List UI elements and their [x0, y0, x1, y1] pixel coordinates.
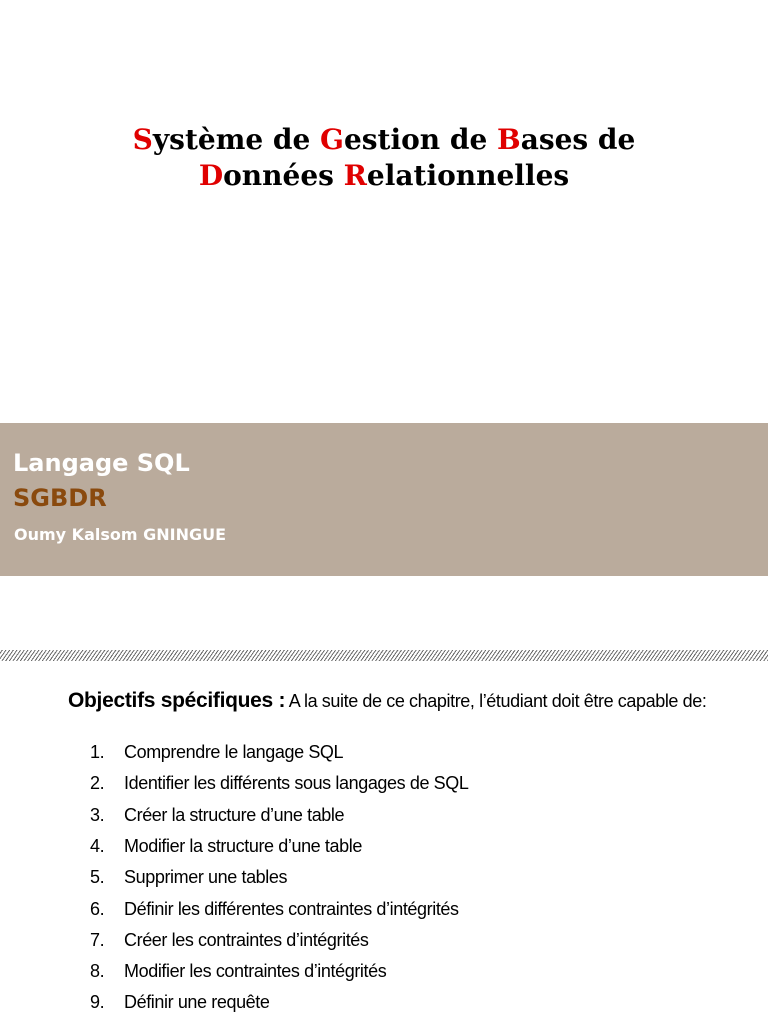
hatched-divider [0, 650, 768, 661]
title-run: onnées [223, 159, 344, 192]
title-run: D [198, 159, 224, 192]
title-run: R [343, 159, 367, 192]
list-item-number: 1. [90, 742, 105, 762]
band-author: Oumy Kalsom GNINGUE [14, 525, 227, 544]
list-item-text: Créer la structure d’une table [124, 804, 345, 825]
list-item-text: Créer les contraintes d’intégrités [124, 929, 369, 950]
title-run: estion de [343, 123, 498, 156]
list-item-text: Supprimer une tables [124, 867, 288, 888]
title-line-1 [0, 122, 768, 158]
band-subject: Langage SQL [13, 449, 190, 477]
list-item-text: Définir une requête [124, 992, 270, 1013]
list-item-number: 8. [90, 961, 105, 982]
list-item-text: Comprendre le langage SQL [124, 742, 344, 762]
list-item-number: 7. [90, 929, 105, 950]
list-item-number: 5. [90, 867, 105, 888]
list-item-text: Définir les différentes contraintes d’intégrités [124, 898, 459, 919]
objectives-heading [68, 689, 758, 713]
list-item-text: Modifier la structure d’une table [124, 835, 362, 856]
list-item-text: Modifier les contraintes d’intégrités [124, 961, 387, 982]
document-title [0, 122, 768, 194]
list-item-number: 4. [90, 835, 105, 856]
title-run: ases de [520, 123, 636, 156]
objectives-intro: A la suite de ce chapitre, l’étudiant doit être capable de: [285, 691, 707, 711]
title-run: G [320, 123, 344, 156]
title-run: ystème de [152, 123, 321, 156]
list-item-number: 2. [90, 773, 105, 794]
band-acronym: SGBDR [13, 484, 107, 512]
objectives-label: Objectifs spécifiques : [68, 689, 286, 712]
list-item-text: Identifier les différents sous langages de SQL [124, 773, 469, 794]
list-item-number: 3. [90, 804, 105, 825]
title-line-2 [0, 158, 768, 194]
title-band [0, 423, 768, 576]
title-run: elationnelles [366, 159, 570, 192]
list-item-number: 9. [90, 992, 105, 1013]
list-item-number: 6. [90, 898, 105, 919]
title-run: B [497, 123, 521, 156]
title-run: S [132, 123, 153, 156]
